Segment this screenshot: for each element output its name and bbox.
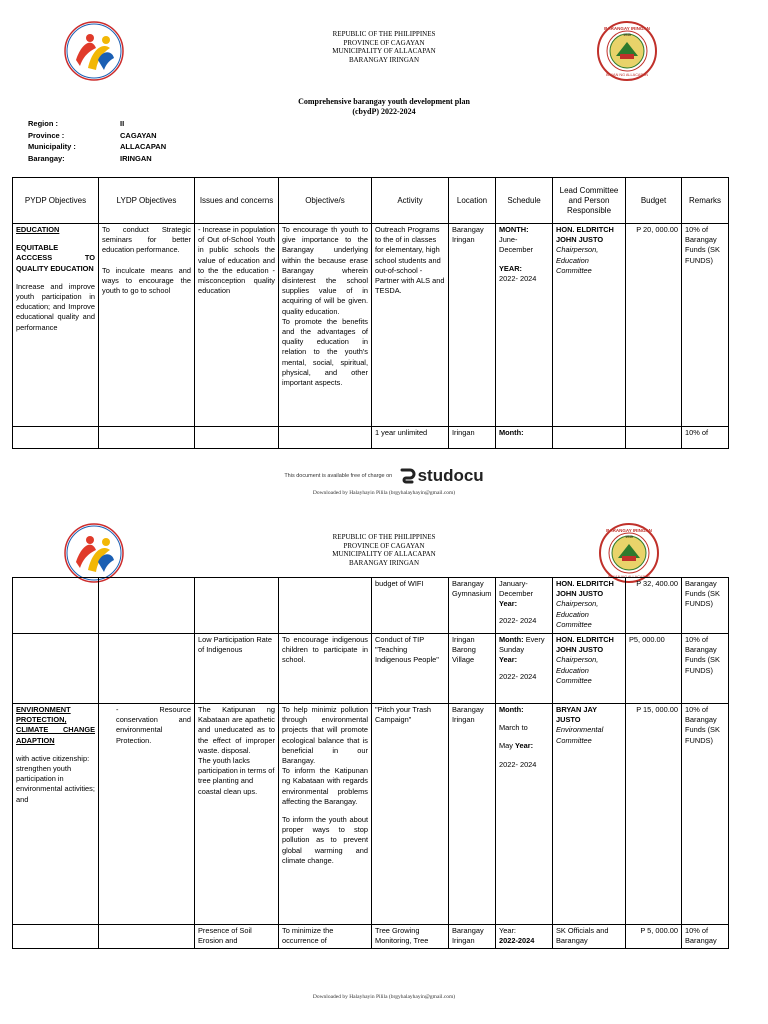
activity-text: 1 year unlimited xyxy=(375,428,428,437)
location-cell xyxy=(449,704,496,925)
issues-cell xyxy=(195,578,279,634)
lydp-cell xyxy=(99,578,195,634)
seal-top-text: BARANGAY IRINGAN xyxy=(604,26,650,31)
header-line-2: PROVINCE OF CAGAYAN xyxy=(343,541,425,550)
schedule-year-label: Year: xyxy=(499,655,518,665)
objective-cell xyxy=(279,704,372,925)
page-header xyxy=(0,533,768,567)
lead-name: HON. ELDRITCH JOHN JUSTO xyxy=(556,225,614,245)
info-municipality xyxy=(28,141,166,153)
lydp-cell xyxy=(99,634,195,704)
budget-cell xyxy=(626,704,682,925)
seal-year: 1945 xyxy=(625,535,633,539)
remarks-text: Barangay Funds (SK FUNDS) xyxy=(685,579,720,609)
pydp-cell xyxy=(13,704,99,925)
location-cell xyxy=(449,634,496,704)
location-cell xyxy=(449,224,496,427)
activity-cell xyxy=(372,427,449,449)
lead-cell xyxy=(553,634,626,704)
header-line-4: BARANGAY IRINGAN xyxy=(348,558,420,567)
schedule-year: 2022- 2024 xyxy=(499,671,537,681)
lydp-cell xyxy=(99,427,195,449)
issues-text-2: The youth lacks participation in terms of tree planting and coastal clean ups. xyxy=(198,756,275,796)
schedule-text: Month: xyxy=(499,428,524,437)
schedule-month-2: May xyxy=(499,741,513,751)
pydp-cell xyxy=(13,578,99,634)
pydp-cell xyxy=(13,427,99,449)
location-text: Iringan xyxy=(452,428,475,437)
schedule-year: 2022- 2024 xyxy=(499,615,537,625)
remarks-text: 10% of Barangay Funds (SK FUNDS) xyxy=(685,705,720,745)
lead-cell xyxy=(553,224,626,427)
lydp-text: To conduct Strategic seminars for better education performance. xyxy=(102,225,191,255)
info-value: IRINGAN xyxy=(120,153,152,163)
objective-cell xyxy=(279,925,372,949)
header-line-3: MUNICIPALITY OF ALLACAPAN xyxy=(332,550,436,558)
header-line-2: PROVINCE OF CAGAYAN xyxy=(343,38,425,47)
remarks-cell xyxy=(682,925,729,949)
plan-table-page-2 xyxy=(12,577,729,949)
info-barangay xyxy=(28,153,166,165)
schedule-year-label: Year: xyxy=(499,926,516,935)
schedule-cell xyxy=(496,427,553,449)
info-region xyxy=(28,118,166,130)
objective-text-3: To inform the youth about proper ways to stop pollution as to prevent global warming and climate change. xyxy=(282,815,368,865)
schedule-year: 2022- 2024 xyxy=(499,273,537,283)
column-header: Issues and concerns xyxy=(195,178,279,224)
studocu-logo-icon xyxy=(398,467,416,485)
budget-cell xyxy=(626,224,682,427)
document-title xyxy=(0,97,768,117)
schedule-month: January-December xyxy=(499,579,534,599)
header-line-3: MUNICIPALITY OF ALLACAPAN xyxy=(332,47,436,55)
lead-name: HON. ELDRITCH JOHN JUSTO xyxy=(556,635,614,655)
lydp-cell xyxy=(99,704,195,925)
issues-cell xyxy=(195,634,279,704)
downloaded-by: Downloaded by Halayhayin Pilila (brgyhalayhayin@gmail.com) xyxy=(312,994,456,1000)
activity-text: budget of WIFI xyxy=(375,579,424,588)
activity-cell xyxy=(372,925,449,949)
budget-text: P 20, 000.00 xyxy=(636,225,678,234)
objective-text: To encourage th youth to give importance to the Barangay underlying within the because erase Barangay wherein disinterest the school supplies value of in acquiring of will be given. quality education. xyxy=(282,225,368,316)
header-line-1: REPUBLIC OF THE PHILIPPINES xyxy=(332,533,436,541)
info-province xyxy=(28,130,166,142)
lead-cell xyxy=(553,704,626,925)
activity-cell xyxy=(372,704,449,925)
location-text: Barangay Iringan xyxy=(452,926,484,946)
objective-text: To help minimiz pollution through environmental projects that will promote ecological balance that is beneficial in our Barangay. xyxy=(282,705,368,766)
seal-bottom-text: BAYAN NG ALLACAPAN xyxy=(606,73,648,77)
remarks-cell xyxy=(682,634,729,704)
table-row xyxy=(13,427,729,449)
schedule-year: 2022- 2024 xyxy=(499,759,537,769)
objective-text-2: To inform the Katipunan ng Kabataan with regards environmental problems affecting the Barangay. xyxy=(282,766,368,806)
remarks-cell xyxy=(682,427,729,449)
location-info xyxy=(28,118,166,164)
remarks-cell xyxy=(682,224,729,427)
location-text: Barangay Gymnasium xyxy=(452,579,492,599)
activity-cell xyxy=(372,578,449,634)
schedule-cell xyxy=(496,925,553,949)
lead-name: HON. ELDRITCH JOHN JUSTO xyxy=(556,579,614,599)
pydp-subtitle: EQUITABLE ACCCESS TO QUALITY EDUCATION xyxy=(16,243,95,273)
schedule-year: 2022-2024 xyxy=(499,936,535,946)
budget-text: P 32, 400.00 xyxy=(636,579,678,588)
pydp-title: ENVIRONMENT PROTECTION, CLIMATE CHANGE ADAPTION xyxy=(16,705,95,745)
issues-text: Low Participation Rate of Indigenous xyxy=(198,635,272,655)
objective-text: To encourage indigenous children to participate in school. xyxy=(282,635,368,665)
budget-text: P 15, 000.00 xyxy=(636,705,678,714)
lydp-text-2: To inculcate means and ways to encourage the youth to go to school xyxy=(102,265,191,296)
activity-cell xyxy=(372,224,449,427)
budget-cell xyxy=(626,578,682,634)
studocu-banner xyxy=(0,466,768,486)
pydp-body: with active citizenship: strengthen youth participation in environmental activities; and xyxy=(16,753,95,804)
issues-text: Presence of Soil Erosion and xyxy=(198,926,252,946)
downloaded-by: Downloaded by Halayhayin Pilila (brgyhalayhayin@gmail.com) xyxy=(312,490,456,496)
budget-cell xyxy=(626,634,682,704)
document-title-line-1: Comprehensive barangay youth development plan xyxy=(298,97,470,106)
location-text: Iringan Barong Village xyxy=(452,635,476,665)
schedule-month: Every Sunday xyxy=(499,635,545,655)
table-row xyxy=(13,704,729,925)
remarks-text: 10% of Barangay xyxy=(685,926,717,946)
column-header: LYDP Objectives xyxy=(99,178,195,224)
objective-cell xyxy=(279,634,372,704)
budget-text: P5, 000.00 xyxy=(629,635,665,644)
activity-cell xyxy=(372,634,449,704)
remarks-cell xyxy=(682,704,729,925)
location-cell xyxy=(449,925,496,949)
pydp-body: Increase and improve youth participation in education; and Improve educational quality and performance xyxy=(16,281,95,332)
table-row xyxy=(13,634,729,704)
location-cell xyxy=(449,427,496,449)
studocu-brand: studocu xyxy=(417,466,484,485)
schedule-cell xyxy=(496,224,553,427)
issues-cell xyxy=(195,427,279,449)
lead-cell xyxy=(553,427,626,449)
objective-text: To minimize the occurrence of xyxy=(282,926,334,946)
table-header-row xyxy=(13,178,729,224)
document-title-line-2: (cbydP) 2022-2024 xyxy=(352,107,416,116)
page-2 xyxy=(0,512,768,1024)
location-text: Barangay Iringan xyxy=(452,225,484,245)
lead-role: Chairperson, Education Committee xyxy=(556,245,599,275)
activity-text: Conduct of TIP "Teaching Indigenous People" xyxy=(375,635,439,665)
schedule-cell xyxy=(496,634,553,704)
schedule-year-label: Year: xyxy=(515,741,534,751)
budget-cell xyxy=(626,427,682,449)
schedule-cell xyxy=(496,704,553,925)
column-header: Objective/s xyxy=(279,178,372,224)
objective-cell xyxy=(279,578,372,634)
budget-cell xyxy=(626,925,682,949)
info-label: Barangay: xyxy=(28,153,65,163)
lead-cell xyxy=(553,925,626,949)
activity-text: "Pitch your Trash Campaign" xyxy=(375,705,432,725)
schedule-month-label: Month: xyxy=(499,705,524,714)
info-label: Municipality : xyxy=(28,142,76,151)
page-header xyxy=(0,30,768,64)
column-header: Location xyxy=(449,178,496,224)
lead-role: Environmental Committee xyxy=(556,725,604,745)
column-header: Budget xyxy=(626,178,682,224)
lydp-cell xyxy=(99,224,195,427)
lead-cell xyxy=(553,578,626,634)
schedule-month: June-December xyxy=(499,235,534,255)
objective-cell xyxy=(279,427,372,449)
seal-year: 1945 xyxy=(623,33,631,37)
seal-top-text: BARANGAY IRINGAN xyxy=(606,528,652,533)
header-line-4: BARANGAY IRINGAN xyxy=(348,55,420,64)
activity-text: Tree Growing Monitoring, Tree xyxy=(375,926,429,946)
plan-table-page-1 xyxy=(12,177,729,449)
available-text: This document is available free of charge on xyxy=(284,473,393,479)
column-header: Lead Committee and Person Responsible xyxy=(553,178,626,224)
lydp-text: - Resource conservation and environmental Protection. xyxy=(116,705,191,745)
column-header: Schedule xyxy=(496,178,553,224)
table-row xyxy=(13,925,729,949)
issues-text: The Katipunan ng Kabataan are apathetic and uneducated as to the effect of improper waste. disposal. xyxy=(198,705,275,755)
issues-text: - Increase in population of Out of-School Youth in public schools the value of education and to the the education - misconception quality education xyxy=(198,225,275,296)
issues-cell xyxy=(195,224,279,427)
activity-text: Outreach Programs to the of in classes for elementary, high school students and out-of-school - Partner with ALS and TESDA. xyxy=(375,225,445,296)
info-value: ALLACAPAN xyxy=(120,142,167,151)
objective-text-2: To promote the benefits and the advantages of quality education in relation to the youth's mental, social, spiritual, physical, and other important aspects. xyxy=(282,316,368,388)
pydp-cell xyxy=(13,634,99,704)
page-1 xyxy=(0,0,768,500)
pydp-cell xyxy=(13,224,99,427)
remarks-cell xyxy=(682,578,729,634)
issues-cell xyxy=(195,704,279,925)
table-row xyxy=(13,224,729,427)
remarks-text: 10% of Barangay Funds (SK FUNDS) xyxy=(685,635,720,675)
schedule-month-label: MONTH: xyxy=(499,225,529,234)
table-row xyxy=(13,578,729,634)
header-line-1: REPUBLIC OF THE PHILIPPINES xyxy=(332,30,436,38)
pydp-title: EDUCATION xyxy=(16,225,60,234)
lydp-cell xyxy=(99,925,195,949)
column-header: Activity xyxy=(372,178,449,224)
column-header: Remarks xyxy=(682,178,729,224)
budget-text: P 5, 000.00 xyxy=(640,926,678,935)
schedule-year-label: YEAR: xyxy=(499,263,522,273)
seal-bottom-text: BAYAN NG ALLACAPAN xyxy=(608,575,650,579)
schedule-month: March to xyxy=(499,723,528,733)
pydp-cell xyxy=(13,925,99,949)
lead-name: BRYAN JAY JUSTO xyxy=(556,705,597,725)
schedule-cell xyxy=(496,578,553,634)
objective-cell xyxy=(279,224,372,427)
info-value: CAGAYAN xyxy=(120,130,157,140)
location-text: Barangay Iringan xyxy=(452,705,484,725)
location-cell xyxy=(449,578,496,634)
remarks-text: 10% of xyxy=(685,428,709,437)
info-label: Province : xyxy=(28,130,65,140)
lead-role: Chairperson, Education Committee xyxy=(556,599,599,629)
info-label: Region : xyxy=(28,119,58,128)
column-header: PYDP Objectives xyxy=(13,178,99,224)
lead-role: Chairperson, Education Committee xyxy=(556,655,599,685)
schedule-month-label: Month: xyxy=(499,635,524,644)
remarks-text: 10% of Barangay Funds (SK FUNDS) xyxy=(685,225,720,265)
info-value: II xyxy=(120,119,125,128)
lead-text: SK Officials and Barangay xyxy=(556,926,609,946)
issues-cell xyxy=(195,925,279,949)
schedule-year-label: Year: xyxy=(499,599,518,609)
